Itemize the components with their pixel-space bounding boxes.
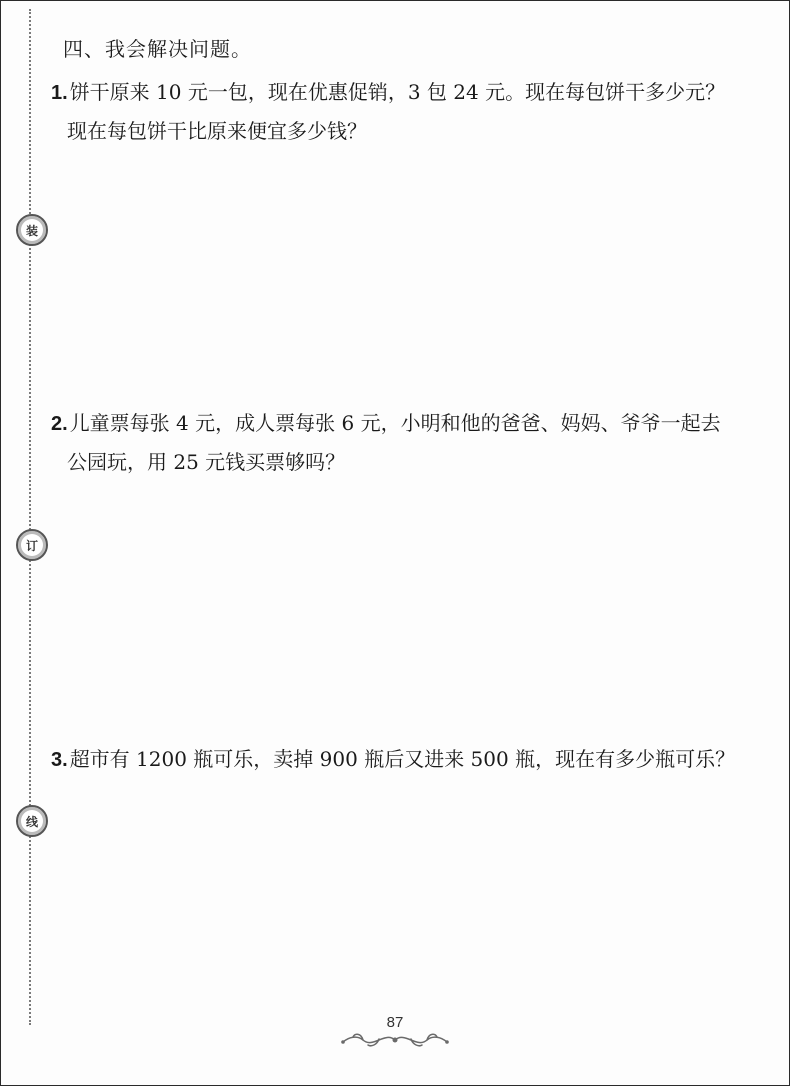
binding-seal-icon: [16, 214, 48, 246]
problem-text: 饼干原来 10 元一包，现在优惠促销，3 包 24 元。现在每包饼干多少元？: [69, 80, 726, 104]
section-heading: 四、我会解决问题。: [63, 37, 252, 61]
vine-ornament-icon: [335, 1027, 455, 1053]
problem-line: [51, 404, 749, 443]
problem-3: [51, 740, 749, 779]
problem-number: 1.: [51, 82, 68, 104]
binding-seal-label: 订: [25, 538, 38, 553]
page-number: 87: [386, 1014, 404, 1031]
problem-line: [51, 73, 749, 112]
problem-1: [51, 73, 749, 150]
problem-2: [51, 404, 749, 481]
problem-text: 公园玩，用 25 元钱买票够吗？: [67, 450, 346, 474]
binding-dotted-line: [29, 9, 31, 1025]
problem-text: 超市有 1200 瓶可乐，卖掉 900 瓶后又进来 500 瓶，现在有多少瓶可乐？: [69, 747, 736, 771]
problem-line: [51, 740, 749, 779]
page-footer: [1, 1014, 789, 1057]
problem-text: 现在每包饼干比原来便宜多少钱？: [67, 119, 367, 143]
problem-text: 儿童票每张 4 元，成人票每张 6 元，小明和他的爸爸、妈妈、爷爷一起去: [69, 411, 721, 435]
problem-number: 3.: [51, 749, 68, 771]
problem-number: 2.: [51, 413, 68, 435]
binding-seal-icon: [16, 805, 48, 837]
binding-seal-label: 装: [25, 223, 38, 238]
binding-seal-label: 线: [25, 814, 38, 829]
binding-seal-icon: [16, 529, 48, 561]
